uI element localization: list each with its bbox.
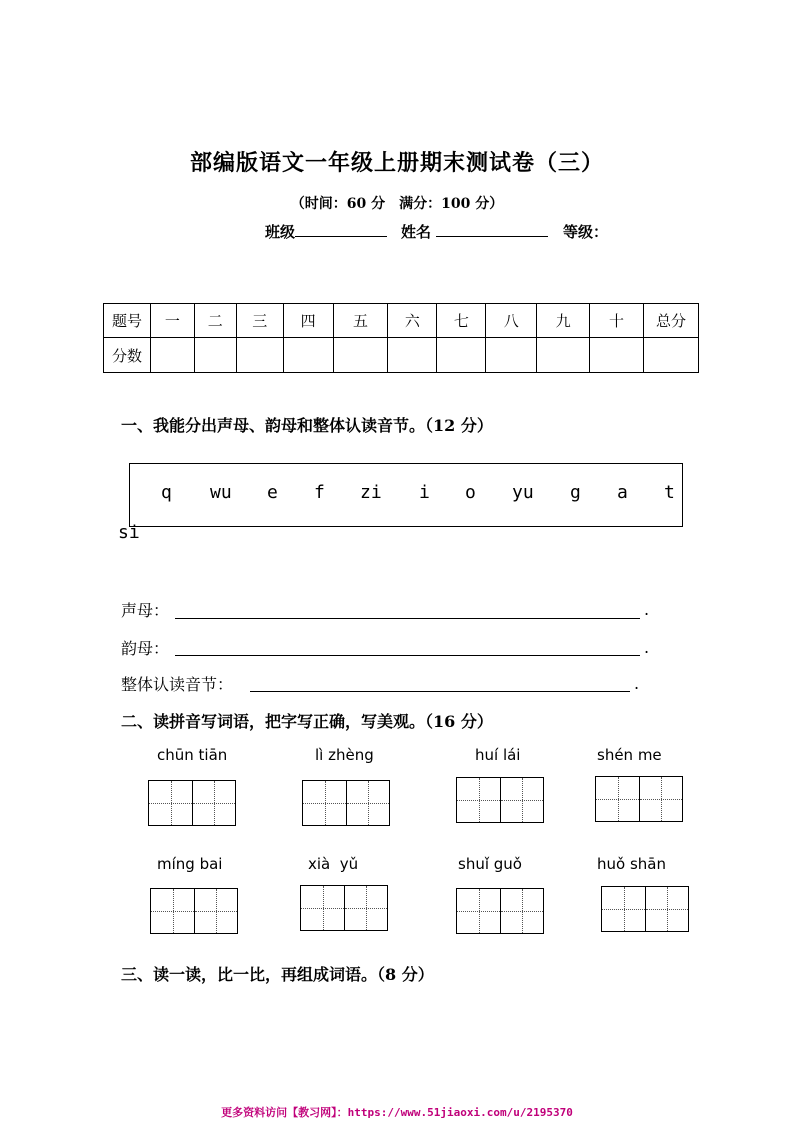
writing-cell[interactable] (303, 781, 346, 825)
score-cell[interactable] (333, 338, 388, 373)
writing-cell[interactable] (192, 781, 235, 825)
writing-grid[interactable] (456, 888, 544, 934)
score-header-cell: 二 (194, 304, 236, 338)
writing-grid[interactable] (148, 780, 236, 826)
pinyin-item: t (664, 482, 675, 503)
writing-cell[interactable] (149, 781, 192, 825)
whole-syllables-label: 整体认读音节： (121, 675, 234, 694)
writing-grid[interactable] (601, 886, 689, 932)
score-row-label: 分数 (104, 338, 151, 373)
writing-grid[interactable] (595, 776, 683, 822)
writing-cell[interactable] (639, 777, 682, 821)
writing-cell[interactable] (602, 887, 645, 931)
score-header-cell: 九 (537, 304, 590, 338)
score-header-cell: 一 (150, 304, 194, 338)
pinyin-item: wu (210, 482, 232, 503)
score-header-cell: 十 (590, 304, 644, 338)
word-pinyin: chūn tiān (157, 746, 228, 764)
score-table (103, 303, 699, 373)
score-header-cell: 七 (437, 304, 486, 338)
writing-grid[interactable] (150, 888, 238, 934)
score-header-cell: 总分 (644, 304, 699, 338)
section-3-heading: 三、读一读，比一比，再组成词语。（8 分） (121, 965, 434, 984)
score-cell[interactable] (590, 338, 644, 373)
class-field (265, 221, 387, 242)
writing-cell[interactable] (645, 887, 688, 931)
word-pinyin: lì zhèng (315, 746, 374, 764)
score-cell[interactable] (194, 338, 236, 373)
finals-label: 韵母： (121, 639, 170, 658)
pinyin-item: q (161, 482, 172, 503)
writing-cell[interactable] (346, 781, 389, 825)
score-cell[interactable] (150, 338, 194, 373)
pinyin-item: g (570, 482, 581, 503)
writing-cell[interactable] (500, 778, 543, 822)
writing-cell[interactable] (301, 886, 344, 930)
score-header-cell: 六 (388, 304, 437, 338)
writing-cell[interactable] (194, 889, 237, 933)
writing-cell[interactable] (457, 778, 500, 822)
whole-syllables-answer-line[interactable] (250, 690, 630, 692)
score-header-cell: 四 (283, 304, 333, 338)
writing-grid[interactable] (302, 780, 390, 826)
writing-grid[interactable] (456, 777, 544, 823)
name-field (401, 221, 548, 242)
pinyin-item: e (267, 482, 278, 503)
word-pinyin: shuǐ guǒ (458, 855, 522, 873)
writing-grid[interactable] (300, 885, 388, 931)
score-cell[interactable] (388, 338, 437, 373)
score-cell[interactable] (236, 338, 283, 373)
writing-cell[interactable] (500, 889, 543, 933)
finals-end: . (644, 638, 650, 657)
pinyin-item-overflow: si (118, 522, 140, 543)
class-blank[interactable] (295, 222, 387, 237)
writing-cell[interactable] (457, 889, 500, 933)
score-cell[interactable] (486, 338, 537, 373)
score-cell[interactable] (437, 338, 486, 373)
initials-answer-line[interactable] (175, 617, 640, 619)
score-cell[interactable] (537, 338, 590, 373)
word-pinyin: huí lái (475, 746, 521, 764)
footer-link[interactable]: 更多资料访问【教习网】：https://www.51jiaoxi.com/u/2195370 (221, 1106, 573, 1119)
score-header-cell: 题号 (104, 304, 151, 338)
exam-time-info: （时间：60 分 满分：100 分） (290, 196, 504, 212)
writing-cell[interactable] (344, 886, 387, 930)
section-2-heading: 二、读拼音写词语，把字写正确，写美观。（16 分） (121, 712, 493, 731)
whole-syllables-end: . (634, 674, 640, 693)
pinyin-item: yu (512, 482, 534, 503)
score-cell[interactable] (283, 338, 333, 373)
word-pinyin: shén me (597, 746, 662, 764)
writing-cell[interactable] (151, 889, 194, 933)
pinyin-item: zi (360, 482, 382, 503)
name-blank[interactable] (436, 222, 548, 237)
pinyin-item: f (314, 482, 325, 503)
finals-answer-line[interactable] (175, 654, 640, 656)
word-pinyin: huǒ shān (597, 855, 666, 873)
score-header-cell: 五 (333, 304, 388, 338)
initials-end: . (644, 600, 650, 619)
score-header-cell: 八 (486, 304, 537, 338)
writing-cell[interactable] (596, 777, 639, 821)
name-label: 姓名 (401, 223, 432, 241)
pinyin-item: o (465, 482, 476, 503)
class-label: 班级 (265, 223, 296, 241)
grade-label: 等级： (563, 223, 609, 241)
initials-label: 声母： (121, 601, 170, 620)
pinyin-item: a (617, 482, 628, 503)
section-1-heading: 一、我能分出声母、韵母和整体认读音节。（12 分） (121, 416, 493, 435)
score-cell[interactable] (644, 338, 699, 373)
word-pinyin: xià yǔ (308, 855, 359, 873)
word-pinyin: míng bai (157, 855, 223, 873)
page-title: 部编版语文一年级上册期末测试卷（三） (189, 150, 604, 176)
score-header-cell: 三 (236, 304, 283, 338)
pinyin-item: i (419, 482, 430, 503)
